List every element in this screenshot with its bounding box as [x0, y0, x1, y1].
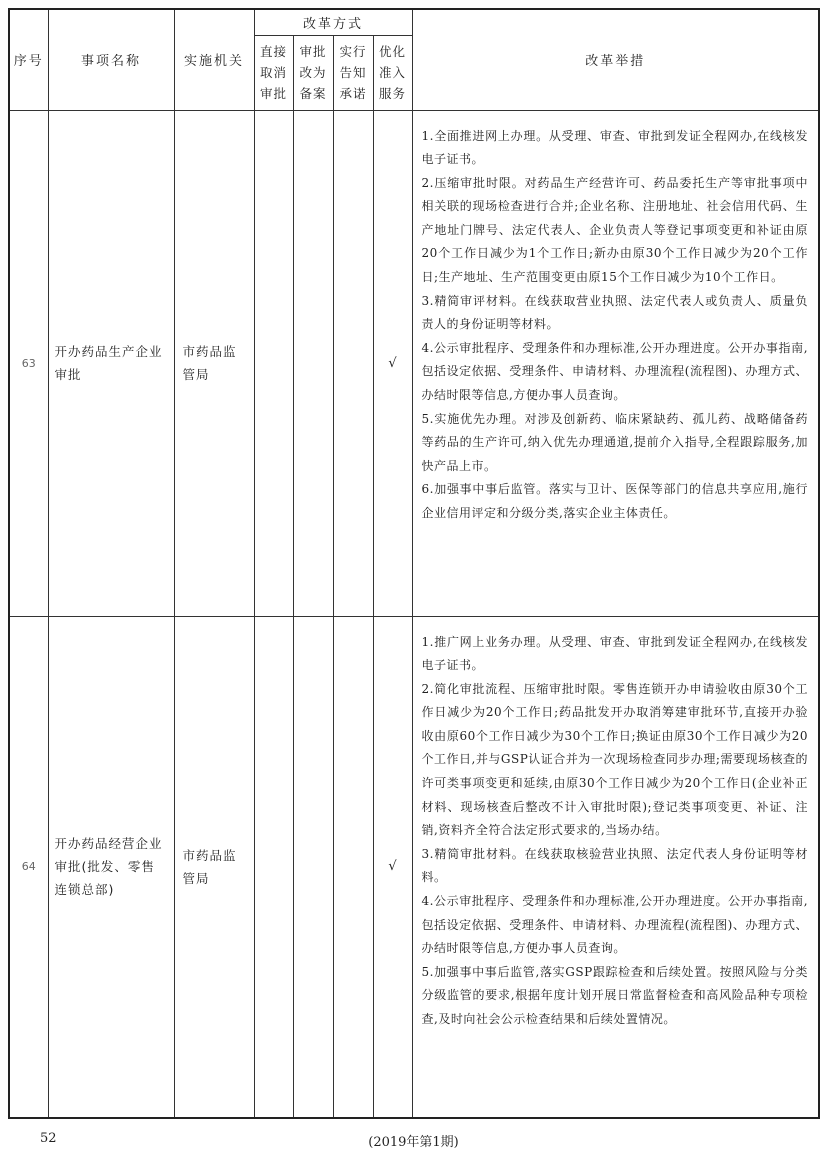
header-mode-direct-line3: 审批 — [259, 86, 287, 101]
header-mode-notify-line3: 承诺 — [339, 86, 367, 101]
header-mode-notify-line1: 实行 — [339, 44, 367, 59]
page-number: 52 — [40, 1131, 57, 1146]
row-org: 市药品监管局 — [174, 616, 254, 1118]
issue-label: (2019年第1期) — [368, 1135, 459, 1150]
row-mode-direct-cancel — [254, 110, 293, 616]
header-org: 实施机关 — [174, 9, 254, 110]
measure-item: 1.全面推进网上办理。从受理、审查、审批到发证全程网办,在线核发电子证书。 — [421, 128, 809, 167]
header-mode-direct-line2: 取消 — [259, 65, 287, 80]
row-mode-filing — [293, 110, 333, 616]
measure-item: 5.加强事中事后监管,落实GSP跟踪检查和后续处置。按照风险与分类分级监管的要求,根据年度计划开展日常监督检查和高风险品种专项检查,及时向社会公示检查结果和后续处置情况。 — [421, 964, 809, 1026]
measure-item: 2.压缩审批时限。对药品生产经营许可、药品委托生产等审批事项中相关联的现场检查进行合并;企业名称、注册地址、社会信用代码、生产地址门牌号、法定代表人、企业负责人等登记事项变更和补证由原20个工作日减少为1个工作日;新办由原30个工作日减少为20个工作日;生产地址、生产范围变更由原15个工作日减少为10个工作日。 — [421, 175, 809, 285]
row-org: 市药品监管局 — [174, 110, 254, 616]
measure-item: 2.简化审批流程、压缩审批时限。零售连锁开办申请验收由原30个工作日减少为20个工作日;药品批发开办取消筹建审批环节,直接开办验收由原60个工作日减少为30个工作日;换证由原30个工作日减少为20个工作日,并与GSP认证合并为一次现场检查同步办理;需要现场核查的许可类事项变更和延续,由原30个工作日减少为20个工作日(企业补正材料、现场核查后整改不计入审批时限);登记类事项变更、补证、注销,资料齐全符合法定形式要求的,当场办结。 — [421, 681, 809, 838]
row-seq: 63 — [9, 110, 48, 616]
header-mode-optimize-line2: 准入 — [379, 65, 407, 80]
header-name: 事项名称 — [48, 9, 174, 110]
measure-item: 5.实施优先办理。对涉及创新药、临床紧缺药、孤儿药、战略储备药等药品的生产许可,纳入优先办理通道,提前介入指导,全程跟踪服务,加快产品上市。 — [421, 411, 809, 473]
header-mode-optimize-line3: 服务 — [379, 86, 407, 101]
measure-item: 3.精简审批材料。在线获取核验营业执照、法定代表人身份证明等材料。 — [421, 846, 809, 885]
measure-item: 1.推广网上业务办理。从受理、审查、审批到发证全程网办,在线核发电子证书。 — [421, 634, 809, 673]
row-seq: 64 — [9, 616, 48, 1118]
header-mode-filing-line2: 改为 — [299, 65, 327, 80]
header-mode-direct-cancel — [254, 35, 293, 110]
header-mode-filing — [293, 35, 333, 110]
header-mode-filing-line1: 审批 — [299, 44, 327, 59]
row-mode-optimize-check: √ — [373, 110, 412, 616]
measure-item: 3.精简审评材料。在线获取营业执照、法定代表人或负责人、质量负责人的身份证明等材料。 — [421, 293, 809, 332]
header-mode-direct-line1: 直接 — [259, 44, 287, 59]
header-seq: 序号 — [9, 9, 48, 110]
measure-item: 4.公示审批程序、受理条件和办理标准,公开办理进度。公开办事指南,包括设定依据、受理条件、申请材料、办理流程(流程图)、办理方式、办结时限等信息,方便办事人员查询。 — [421, 894, 809, 956]
row-item-name: 开办药品生产企业审批 — [48, 110, 174, 616]
header-mode-filing-line3: 备案 — [299, 86, 327, 101]
header-reform-mode: 改革方式 — [254, 9, 412, 35]
measure-item: 4.公示审批程序、受理条件和办理标准,公开办理进度。公开办事指南,包括设定依据、受理条件、申请材料、办理流程(流程图)、办理方式、办结时限等信息,方便办事人员查询。 — [421, 340, 809, 403]
row-mode-direct-cancel — [254, 616, 293, 1118]
row-measures — [412, 616, 819, 1118]
row-item-name: 开办药品经营企业审批(批发、零售连锁总部) — [48, 616, 174, 1118]
reform-table — [8, 8, 820, 1119]
row-mode-notify — [333, 616, 373, 1118]
table-row — [9, 616, 819, 1118]
header-mode-optimize-line1: 优化 — [379, 44, 407, 59]
measure-item: 6.加强事中事后监管。落实与卫计、医保等部门的信息共享应用,施行企业信用评定和分级分类,落实企业主体责任。 — [421, 482, 809, 520]
table-row — [9, 110, 819, 616]
row-mode-notify — [333, 110, 373, 616]
row-measures — [412, 110, 819, 616]
row-mode-filing — [293, 616, 333, 1118]
header-measures: 改革举措 — [412, 9, 819, 110]
header-mode-notify — [333, 35, 373, 110]
header-mode-optimize — [373, 35, 412, 110]
header-mode-notify-line2: 告知 — [339, 65, 367, 80]
row-mode-optimize-check: √ — [373, 616, 412, 1118]
